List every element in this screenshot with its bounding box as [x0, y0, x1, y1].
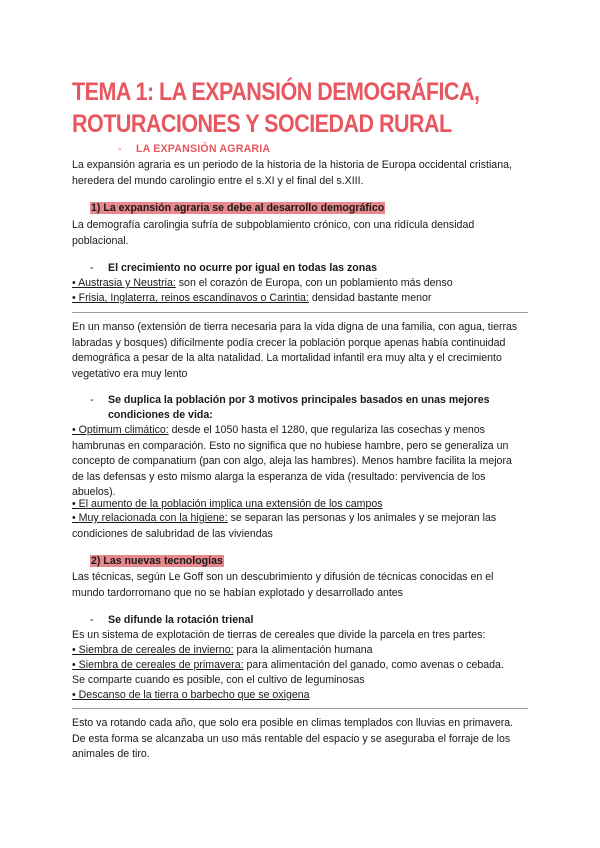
- heading-2: [90, 554, 224, 570]
- paragraph-rotando: Esto va rotando cada año, que solo era posible en climas templados con lluvias en primavera. De esta forma se alcanzaba un uso más rentable del espacio y se aseguraba el forraje de los animales de tiro.: [72, 717, 514, 760]
- list-item: [72, 276, 453, 292]
- list-item: [72, 423, 522, 501]
- paragraph-manso: En un manso (extensión de tierra necesaria para la vida digna de una familia, con agua, tierras labradas y bosques) difícilmente podía crecer la población porque apenas había continuidad demográfica a pesar de la alta natalidad. La mortalidad infantil era muy alta y el crecimiento vegetativo era muy lento: [72, 321, 518, 380]
- list-item-text: desde el 1050 hasta el 1280, que regulariza las cosechas y menos hambrunas en comparación. Esto no significa que no hubiese hambre, pero se generaliza un concepto de companatium (pan con algo, aleja las hambres). Menos hambre facilita la mejora de las defensas y esto mismo alarga la esperanza de vida (resultado: pervivencia de los abuelos).: [72, 424, 512, 498]
- list-item-text: • Descanso de la tierra o barbecho que se oxigena: [72, 689, 310, 701]
- list-item: [72, 291, 431, 307]
- dash-bullet: -: [90, 614, 94, 626]
- document-title-line-2: ROTURACIONES Y SOCIEDAD RURAL: [72, 110, 452, 138]
- list-item-text: • El aumento de la población implica una extensión de los campos: [72, 498, 383, 510]
- heading-2-highlight: 2) Las nuevas tecnologías: [91, 555, 223, 567]
- section-heading: LA EXPANSIÓN AGRARIA: [136, 143, 271, 155]
- list-item-label: • Optimum climático:: [72, 424, 169, 436]
- list-item-label: • Frisia, Inglaterra, reinos escandinavos o Carintia:: [72, 292, 309, 304]
- list-item-label: • Austrasia y Neustria:: [72, 277, 176, 289]
- intro-paragraph: La expansión agraria es un periodo de la historia de la historia de Europa occidental cristiana, heredera del mundo carolingio entre el s.XI y el final del s.XIII.: [72, 159, 512, 187]
- dash-bullet: -: [90, 394, 94, 406]
- list-item-text: para la alimentación humana: [233, 644, 373, 656]
- subheading-crecimiento: El crecimiento no ocurre por igual en todas las zonas: [108, 262, 378, 274]
- dash-bullet: -: [118, 143, 122, 155]
- subheading-rotacion: Se difunde la rotación trienal: [108, 614, 254, 626]
- list-item-continuation: Se comparte cuando es posible, con el cultivo de leguminosas: [72, 674, 365, 686]
- list-item: [72, 688, 310, 704]
- subheading-poblacion-line-1: Se duplica la población por 3 motivos principales basados en unas mejores: [108, 394, 490, 406]
- horizontal-divider: [72, 708, 528, 709]
- dash-bullet: -: [90, 262, 94, 274]
- list-item-text: son el corazón de Europa, con un poblamiento más denso: [175, 277, 453, 289]
- list-item-label: • Muy relacionada con la higiene:: [72, 512, 228, 524]
- list-item-text: para alimentación del ganado, como avenas o cebada.: [243, 659, 504, 671]
- heading-1-highlight: 1) La expansión agraria se debe al desarrollo demográfico: [91, 202, 385, 214]
- list-item-text: se separan las personas y los animales y se mejoran las condiciones de salubridad de las viviendas: [72, 512, 497, 540]
- list-item-label: • Siembra de cereales de primavera:: [72, 659, 244, 671]
- heading-1: [90, 201, 385, 217]
- list-item: [72, 643, 373, 659]
- paragraph-sistema: Es un sistema de explotación de tierras de cereales que divide la parcela en tres partes:: [72, 629, 486, 641]
- paragraph-demografia: La demografía carolingia sufría de subpoblamiento crónico, con una ridícula densidad poblacional.: [72, 219, 475, 247]
- subheading-poblacion-line-2: condiciones de vida:: [108, 409, 213, 421]
- list-item: [72, 511, 522, 542]
- document-title-line-1: TEMA 1: LA EXPANSIÓN DEMOGRÁFICA,: [72, 78, 480, 106]
- list-item: [72, 658, 504, 674]
- paragraph-tecnicas: Las técnicas, según Le Goff son un descubrimiento y difusión de técnicas conocidas en el mundo tardorromano que no se habían explotado y desarrollado antes: [72, 571, 494, 599]
- list-item-text: densidad bastante menor: [308, 292, 432, 304]
- horizontal-divider: [72, 312, 528, 313]
- list-item-label: • Siembra de cereales de invierno:: [72, 644, 234, 656]
